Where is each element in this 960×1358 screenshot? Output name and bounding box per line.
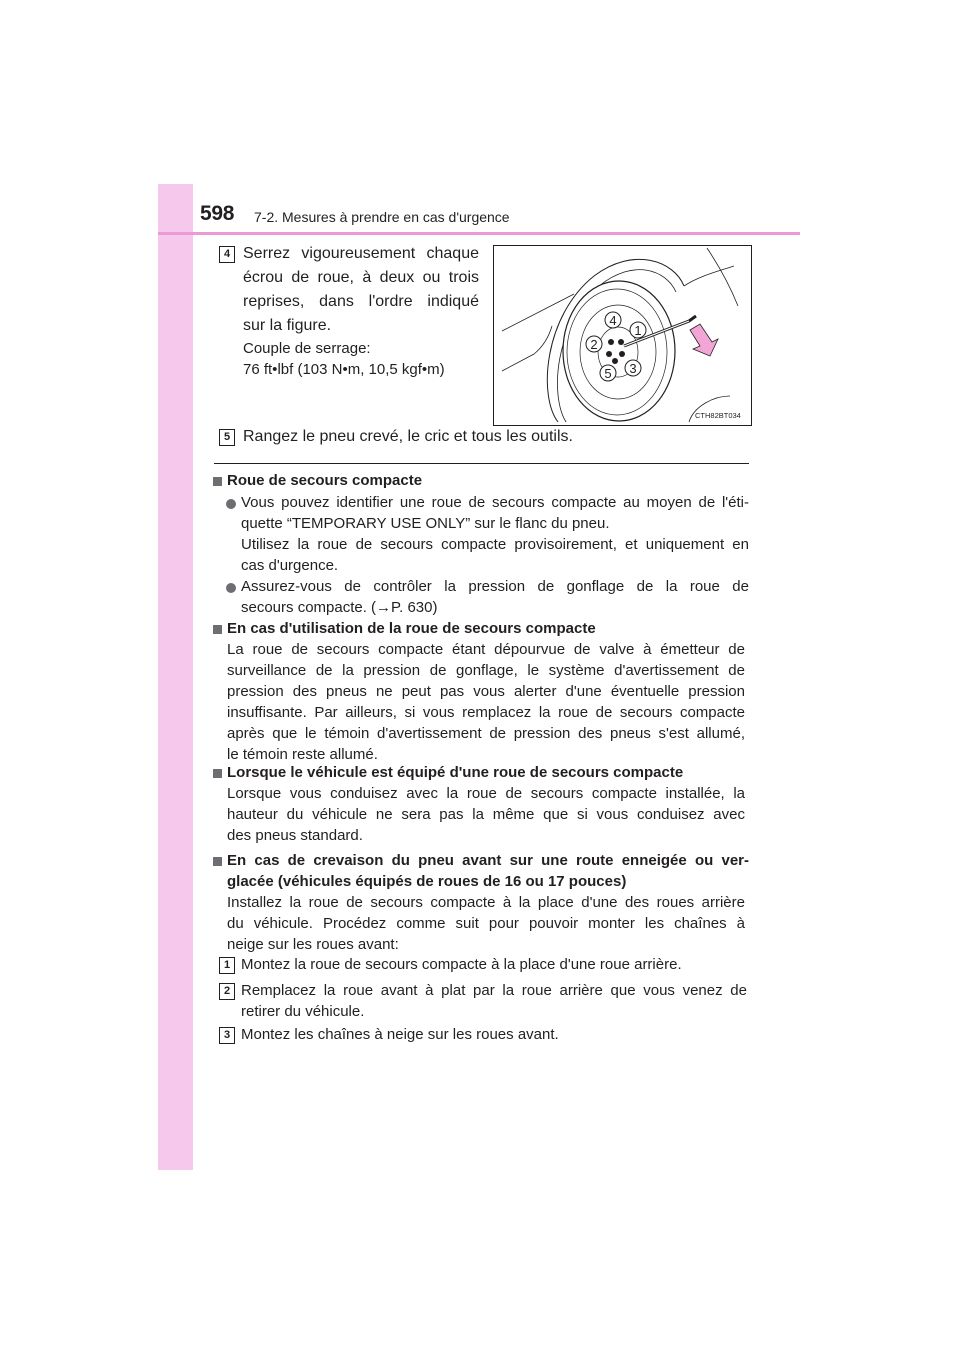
- text-line: du véhicule. Procédez comme suit pour pouvoir monter les chaînes à: [227, 915, 745, 932]
- section-paragraph: [227, 783, 745, 846]
- step-number-badge: 5: [219, 429, 235, 446]
- section-marker: [213, 769, 222, 778]
- section-heading: Roue de secours compacte: [227, 472, 423, 489]
- section-marker: [213, 857, 222, 866]
- nut-label: 3: [629, 361, 637, 376]
- text-line: Couple de serrage:: [243, 340, 371, 357]
- step-text: [241, 1024, 747, 1045]
- text-line: écrou de roue, à deux ou trois: [243, 269, 479, 286]
- text-line: Lorsque vous conduisez avec la roue de secours compacte installée, la: [227, 785, 745, 802]
- text-line: Assurez-vous de contrôler la pression de gonflage de la roue de: [241, 578, 749, 595]
- bullet-paragraph: [241, 492, 749, 576]
- text-line: Vous pouvez identifier une roue de secours compacte au moyen de l'éti-: [241, 494, 749, 511]
- torque-note: [243, 338, 489, 380]
- text-line: retirer du véhicule.: [241, 1003, 365, 1020]
- text-line: après que le témoin d'avertissement de pression des pneus s'est allumé,: [227, 725, 745, 742]
- step-5-text: Rangez le pneu crevé, le cric et tous les outils.: [243, 428, 573, 445]
- step-number-badge: 1: [219, 957, 235, 974]
- text-line: sur la figure.: [243, 317, 332, 334]
- page-number: 598: [200, 202, 235, 225]
- section-marker: [213, 625, 222, 634]
- text-line: 76 ft•lbf (103 N•m, 10,5 kgf•m): [243, 361, 445, 378]
- text-line: le témoin reste allumé.: [227, 746, 378, 763]
- figure-code: CTH82BT034: [695, 411, 741, 420]
- bullet-paragraph: [241, 576, 749, 618]
- text-line: La roue de secours compacte étant dépourvue de valve à émetteur de: [227, 641, 745, 658]
- section-divider: [214, 463, 749, 464]
- text-line: glacée (véhicules équipés de roues de 16 ou 17 pouces): [227, 873, 627, 890]
- text-line: secours compacte. (→P. 630): [241, 599, 438, 616]
- step-number-badge: 4: [219, 246, 235, 263]
- text-line: Remplacez la roue avant à plat par la roue arrière que vous venez de: [241, 982, 747, 999]
- text-line: Serrez vigoureusement chaque: [243, 245, 479, 262]
- bullet-dot: [226, 583, 236, 593]
- step-text: [241, 954, 747, 975]
- section-title: 7-2. Mesures à prendre en cas d'urgence: [254, 209, 510, 225]
- text-line: Installez la roue de secours compacte à la place d'une des roues arrière: [227, 894, 745, 911]
- text-line: Utilisez la roue de secours compacte provisoirement, et uniquement en: [241, 536, 749, 553]
- bullet-dot: [226, 499, 236, 509]
- nut-label: 2: [590, 337, 598, 352]
- text-line: surveillance de la pression de gonflage, le système d'avertissement de: [227, 662, 745, 679]
- text-line: Montez les chaînes à neige sur les roues avant.: [241, 1026, 559, 1043]
- text-line: insuffisante. Par ailleurs, si vous remplacez la roue de secours compacte: [227, 704, 745, 721]
- step-number-badge: 2: [219, 983, 235, 1000]
- text-line: quette “TEMPORARY USE ONLY” sur le flanc du pneu.: [241, 515, 610, 532]
- step-number-badge: 3: [219, 1027, 235, 1044]
- section-heading: [227, 850, 749, 892]
- step-4-text: [243, 242, 479, 338]
- nut-label: 5: [604, 366, 612, 381]
- header-rule: [158, 232, 800, 235]
- text-line: pression des pneus ne peut pas vous alerter d'une éventuelle pression: [227, 683, 745, 700]
- section-marker: [213, 477, 222, 486]
- section-heading: En cas d'utilisation de la roue de secours compacte: [227, 620, 596, 637]
- text-line: reprises, dans l'ordre indiqué: [243, 293, 479, 310]
- text-line: En cas de crevaison du pneu avant sur une route enneigée ou ver-: [227, 852, 749, 869]
- wheel-illustration: [494, 246, 751, 425]
- chapter-sidebar-tab: [158, 184, 193, 1170]
- text-line: Montez la roue de secours compacte à la place d'une roue arrière.: [241, 956, 682, 973]
- nut-label: 1: [634, 323, 642, 338]
- section-paragraph: [227, 892, 745, 955]
- text-line: hauteur du véhicule ne sera pas la même que si vous conduisez avec: [227, 806, 745, 823]
- text-line: des pneus standard.: [227, 827, 363, 844]
- step-text: [241, 980, 747, 1022]
- section-paragraph: [227, 639, 745, 765]
- section-heading: Lorsque le véhicule est équipé d'une roue de secours compacte: [227, 764, 684, 781]
- text-line: neige sur les roues avant:: [227, 936, 399, 953]
- text-line: cas d'urgence.: [241, 557, 339, 574]
- nut-label: 4: [609, 313, 617, 328]
- wheel-nut-tightening-figure: [493, 245, 752, 426]
